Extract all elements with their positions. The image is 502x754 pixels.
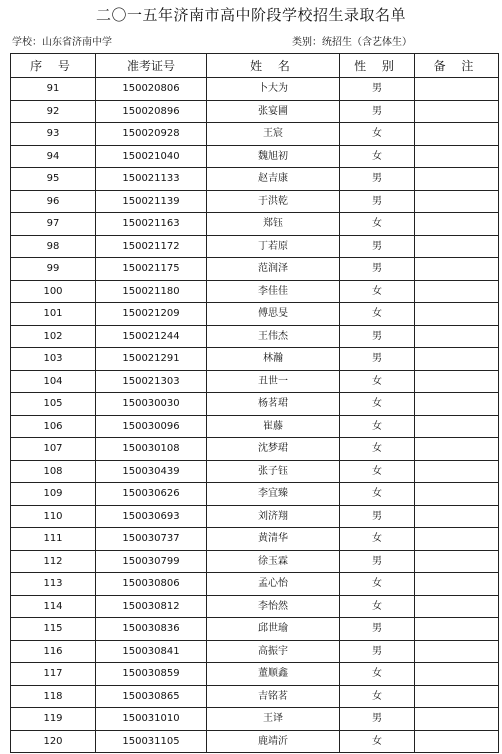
cell-exam-no: 150020806 (96, 78, 207, 101)
cell-name: 黄清华 (207, 528, 340, 551)
cell-exam-no: 150021244 (96, 325, 207, 348)
document-title: 二〇一五年济南市高中阶段学校招生录取名单 (95, 6, 406, 24)
cell-seq: 113 (11, 573, 96, 596)
table-row (11, 145, 499, 168)
cell-note (415, 145, 499, 168)
cell-seq: 104 (11, 370, 96, 393)
cell-exam-no: 150030626 (96, 483, 207, 506)
cell-seq: 103 (11, 348, 96, 371)
cell-name: 于洪乾 (207, 190, 340, 213)
cell-name: 高振宇 (207, 640, 340, 663)
cell-seq: 114 (11, 595, 96, 618)
cell-exam-no: 150021139 (96, 190, 207, 213)
cell-sex: 女 (340, 393, 415, 416)
cell-seq: 109 (11, 483, 96, 506)
cell-note (415, 190, 499, 213)
cell-name: 刘济翔 (207, 505, 340, 528)
table-body (11, 78, 499, 753)
cell-seq: 119 (11, 708, 96, 731)
cell-exam-no: 150020896 (96, 100, 207, 123)
cell-seq: 112 (11, 550, 96, 573)
cell-name: 杨茗珺 (207, 393, 340, 416)
cell-seq: 120 (11, 730, 96, 753)
cell-exam-no: 150021172 (96, 235, 207, 258)
table-header-row (11, 54, 499, 78)
cell-name: 郑钰 (207, 213, 340, 236)
cell-exam-no: 150030812 (96, 595, 207, 618)
cell-seq: 92 (11, 100, 96, 123)
cell-sex: 女 (340, 460, 415, 483)
table-row (11, 573, 499, 596)
table-row (11, 528, 499, 551)
cell-sex: 男 (340, 100, 415, 123)
cell-seq: 96 (11, 190, 96, 213)
cell-name: 傅思旻 (207, 303, 340, 326)
cell-note (415, 730, 499, 753)
cell-name: 丑世一 (207, 370, 340, 393)
table-row (11, 415, 499, 438)
table-row (11, 393, 499, 416)
cell-exam-no: 150030108 (96, 438, 207, 461)
school-label: 学校： (12, 37, 42, 48)
table-row (11, 550, 499, 573)
cell-exam-no: 150031010 (96, 708, 207, 731)
cell-sex: 男 (340, 708, 415, 731)
cell-exam-no: 150021180 (96, 280, 207, 303)
table-row (11, 640, 499, 663)
cell-note (415, 123, 499, 146)
cell-seq: 107 (11, 438, 96, 461)
cell-note (415, 325, 499, 348)
cell-seq: 116 (11, 640, 96, 663)
cell-note (415, 78, 499, 101)
cell-exam-no: 150021175 (96, 258, 207, 281)
table-row (11, 325, 499, 348)
cell-name: 张子钰 (207, 460, 340, 483)
cell-exam-no: 150021291 (96, 348, 207, 371)
cell-note (415, 393, 499, 416)
table-row (11, 280, 499, 303)
category-label: 类别： (292, 37, 322, 48)
cell-exam-no: 150030859 (96, 663, 207, 686)
cell-sex: 男 (340, 190, 415, 213)
admission-table (10, 53, 499, 753)
table-row (11, 258, 499, 281)
cell-sex: 女 (340, 730, 415, 753)
cell-exam-no: 150030806 (96, 573, 207, 596)
school-info (12, 33, 112, 48)
cell-note (415, 303, 499, 326)
cell-sex: 女 (340, 370, 415, 393)
cell-seq: 110 (11, 505, 96, 528)
cell-note (415, 168, 499, 191)
cell-exam-no: 150021163 (96, 213, 207, 236)
cell-sex: 女 (340, 145, 415, 168)
cell-seq: 117 (11, 663, 96, 686)
cell-note (415, 595, 499, 618)
cell-note (415, 708, 499, 731)
cell-seq: 93 (11, 123, 96, 146)
cell-exam-no: 150030030 (96, 393, 207, 416)
cell-exam-no: 150030737 (96, 528, 207, 551)
cell-note (415, 640, 499, 663)
cell-note (415, 685, 499, 708)
cell-exam-no: 150021209 (96, 303, 207, 326)
cell-seq: 106 (11, 415, 96, 438)
cell-seq: 102 (11, 325, 96, 348)
table-row (11, 213, 499, 236)
cell-note (415, 258, 499, 281)
cell-sex: 女 (340, 415, 415, 438)
cell-note (415, 505, 499, 528)
table-row (11, 460, 499, 483)
cell-name: 孟心怡 (207, 573, 340, 596)
table-row (11, 123, 499, 146)
header-name: 姓 名 (207, 54, 340, 78)
cell-sex: 男 (340, 325, 415, 348)
table-row (11, 595, 499, 618)
cell-sex: 男 (340, 168, 415, 191)
cell-name: 徐玉霖 (207, 550, 340, 573)
cell-note (415, 415, 499, 438)
table-row (11, 438, 499, 461)
cell-note (415, 550, 499, 573)
cell-seq: 95 (11, 168, 96, 191)
table-row (11, 483, 499, 506)
table-row (11, 100, 499, 123)
cell-name: 王译 (207, 708, 340, 731)
cell-exam-no: 150031105 (96, 730, 207, 753)
cell-seq: 100 (11, 280, 96, 303)
cell-note (415, 663, 499, 686)
cell-note (415, 618, 499, 641)
cell-name: 范润泽 (207, 258, 340, 281)
cell-name: 王宸 (207, 123, 340, 146)
cell-name: 林瀚 (207, 348, 340, 371)
cell-name: 李怡然 (207, 595, 340, 618)
cell-sex: 男 (340, 618, 415, 641)
cell-sex: 女 (340, 528, 415, 551)
cell-name: 鹿靖沂 (207, 730, 340, 753)
header-seq: 序 号 (11, 54, 96, 78)
cell-sex: 男 (340, 550, 415, 573)
table-row (11, 303, 499, 326)
cell-name: 董顺鑫 (207, 663, 340, 686)
table-row (11, 370, 499, 393)
cell-name: 李佳佳 (207, 280, 340, 303)
cell-seq: 94 (11, 145, 96, 168)
cell-note (415, 235, 499, 258)
cell-note (415, 460, 499, 483)
cell-note (415, 280, 499, 303)
cell-exam-no: 150021303 (96, 370, 207, 393)
cell-exam-no: 150030841 (96, 640, 207, 663)
category-info (292, 33, 412, 48)
cell-seq: 118 (11, 685, 96, 708)
cell-name: 吉铭茗 (207, 685, 340, 708)
cell-seq: 115 (11, 618, 96, 641)
cell-name: 魏旭初 (207, 145, 340, 168)
header-note: 备 注 (415, 54, 499, 78)
cell-exam-no: 150021133 (96, 168, 207, 191)
table-row (11, 618, 499, 641)
cell-sex: 男 (340, 78, 415, 101)
cell-name: 卜大为 (207, 78, 340, 101)
cell-note (415, 100, 499, 123)
cell-seq: 99 (11, 258, 96, 281)
table-row (11, 168, 499, 191)
cell-note (415, 348, 499, 371)
cell-name: 张宴圃 (207, 100, 340, 123)
cell-exam-no: 150030096 (96, 415, 207, 438)
table-row (11, 708, 499, 731)
table-row (11, 505, 499, 528)
category-value: 统招生（含艺体生） (322, 37, 412, 48)
cell-sex: 女 (340, 483, 415, 506)
cell-seq: 101 (11, 303, 96, 326)
table-row (11, 663, 499, 686)
table-row (11, 78, 499, 101)
cell-seq: 98 (11, 235, 96, 258)
cell-exam-no: 150030693 (96, 505, 207, 528)
cell-note (415, 213, 499, 236)
cell-note (415, 528, 499, 551)
cell-sex: 女 (340, 280, 415, 303)
table-row (11, 730, 499, 753)
cell-name: 丁若原 (207, 235, 340, 258)
cell-note (415, 483, 499, 506)
cell-sex: 男 (340, 258, 415, 281)
cell-sex: 女 (340, 123, 415, 146)
cell-exam-no: 150030439 (96, 460, 207, 483)
cell-sex: 女 (340, 438, 415, 461)
cell-exam-no: 150020928 (96, 123, 207, 146)
table-row (11, 190, 499, 213)
cell-sex: 女 (340, 213, 415, 236)
cell-sex: 女 (340, 595, 415, 618)
cell-name: 李宜臻 (207, 483, 340, 506)
cell-sex: 男 (340, 505, 415, 528)
cell-exam-no: 150030799 (96, 550, 207, 573)
cell-sex: 女 (340, 663, 415, 686)
cell-exam-no: 150021040 (96, 145, 207, 168)
cell-sex: 男 (340, 640, 415, 663)
cell-seq: 108 (11, 460, 96, 483)
cell-name: 赵吉康 (207, 168, 340, 191)
table-row (11, 348, 499, 371)
cell-note (415, 573, 499, 596)
cell-sex: 男 (340, 348, 415, 371)
cell-name: 王伟杰 (207, 325, 340, 348)
cell-note (415, 438, 499, 461)
cell-exam-no: 150030836 (96, 618, 207, 641)
cell-sex: 男 (340, 235, 415, 258)
school-name: 山东省济南中学 (42, 37, 112, 48)
header-exam-no: 准考证号 (96, 54, 207, 78)
cell-sex: 女 (340, 303, 415, 326)
cell-seq: 91 (11, 78, 96, 101)
cell-name: 崔藤 (207, 415, 340, 438)
cell-sex: 女 (340, 573, 415, 596)
cell-seq: 97 (11, 213, 96, 236)
cell-note (415, 370, 499, 393)
cell-seq: 111 (11, 528, 96, 551)
cell-name: 邱世瑜 (207, 618, 340, 641)
table-row (11, 685, 499, 708)
cell-name: 沈梦珺 (207, 438, 340, 461)
cell-exam-no: 150030865 (96, 685, 207, 708)
header-sex: 性 别 (340, 54, 415, 78)
cell-seq: 105 (11, 393, 96, 416)
table-row (11, 235, 499, 258)
cell-sex: 女 (340, 685, 415, 708)
